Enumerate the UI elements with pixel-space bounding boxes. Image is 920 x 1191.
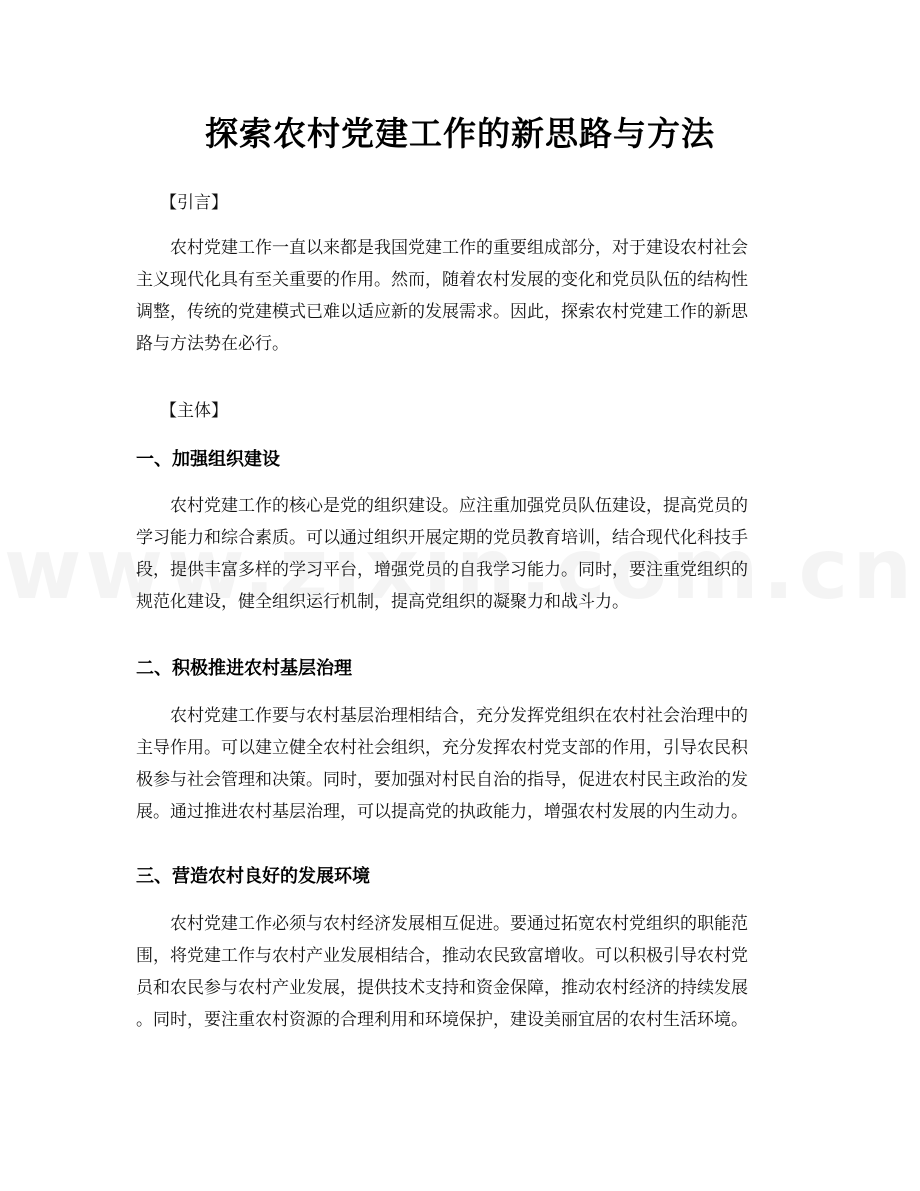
section-heading-2: 二、积极推进农村基层治理 (136, 658, 352, 679)
paragraph-line: 展。通过推进农村基层治理，可以提高党的执政能力，增强农村发展的内生动力。 (136, 802, 748, 822)
section-heading-1: 一、加强组织建设 (136, 449, 280, 470)
paragraph-line: 围，将党建工作与农村产业发展相结合，推动农民致富增收。可以积极引导农村党 (136, 946, 748, 966)
paragraph-line: 员和农民参与农村产业发展，提供技术支持和资金保障，推动农村经济的持续发展 (136, 978, 748, 998)
paragraph-line: 农村党建工作必须与农村经济发展相互促进。要通过拓宽农村党组织的职能范 (170, 914, 748, 934)
document-title: 探索农村党建工作的新思路与方法 (205, 114, 715, 153)
paragraph-line: 路与方法势在必行。 (136, 334, 289, 354)
intro-paragraph (136, 232, 786, 360)
paragraph-line: 段，提供丰富多样的学习平台，增强党员的自我学习能力。同时，要注重党组织的 (136, 560, 748, 580)
paragraph-line: 主导作用。可以建立健全农村社会组织，充分发挥农村党支部的作用，引导农民积 (136, 738, 748, 758)
paragraph-line: 学习能力和综合素质。可以通过组织开展定期的党员教育培训，结合现代化科技手 (136, 528, 748, 548)
paragraph-line: 极参与社会管理和决策。同时，要加强对村民自治的指导，促进农村民主政治的发 (136, 770, 748, 790)
paragraph-line: 规范化建设，健全组织运行机制，提高党组织的凝聚力和战斗力。 (136, 592, 629, 612)
body-label: 【主体】 (160, 401, 228, 421)
section-paragraph-1 (136, 490, 786, 618)
section-paragraph-2 (136, 700, 786, 828)
paragraph-line: 主义现代化具有至关重要的作用。然而，随着农村发展的变化和党员队伍的结构性 (136, 270, 748, 290)
section-paragraph-3 (136, 908, 786, 1036)
paragraph-line: 农村党建工作的核心是党的组织建设。应注重加强党员队伍建设，提高党员的 (170, 496, 748, 516)
intro-label: 【引言】 (160, 193, 228, 213)
section-heading-3: 三、营造农村良好的发展环境 (136, 866, 370, 887)
paragraph-line: 。同时，要注重农村资源的合理利用和环境保护，建设美丽宜居的农村生活环境。 (136, 1010, 748, 1030)
paragraph-line: 农村党建工作要与农村基层治理相结合，充分发挥党组织在农村社会治理中的 (170, 706, 748, 726)
paragraph-line: 农村党建工作一直以来都是我国党建工作的重要组成部分，对于建设农村社会 (170, 238, 748, 258)
paragraph-line: 调整，传统的党建模式已难以适应新的发展需求。因此，探索农村党建工作的新思 (136, 302, 748, 322)
